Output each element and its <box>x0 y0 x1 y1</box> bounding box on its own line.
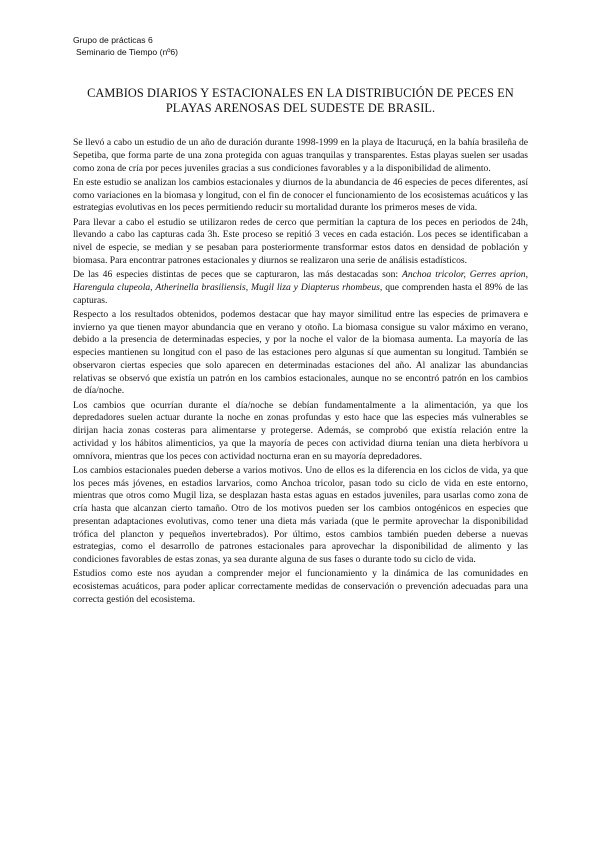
header-seminar: Seminario de Tiempo (nº6) <box>76 47 179 57</box>
paragraph-day-night: Los cambios que ocurrían durante el día/noche se debían fundamentalmente a la alimentación, ya que los depredadores suelen actuar durante la noche en zonas profundas y esto hace que las especies más vulnerables se dirijan hacia zonas costeras para alimentarse y protegerse. Además, se comprobó que existía relación entre la actividad y los hábitos alimenticios, ya que la mayoría de peces con actividad diurna tenían una dieta herbívora u omnívora, mientras que los peces con actividad nocturna eran en su mayoría depredadores. <box>73 399 528 462</box>
document-header <box>73 34 528 58</box>
document-title <box>73 86 528 115</box>
title-line-2: PLAYAS ARENOSAS DEL SUDESTE DE BRASIL. <box>165 100 436 115</box>
document-body <box>73 137 528 607</box>
species-intro: De las 46 especies distintas de peces que se capturaron, las más destacadas son: <box>73 269 402 280</box>
species-outro: , que comprenden hasta el 89% de las capturas. <box>73 281 529 306</box>
paragraph-conclusion: Estudios como este nos ayudan a comprender mejor el funcionamiento y la dinámica de las comunidades en ecosistemas acuáticos, para poder aplicar correctamente medidas de conservación o prevención adecuadas para una correcta gestión del ecosistema. <box>73 568 528 605</box>
title-line-1: CAMBIOS DIARIOS Y ESTACIONALES EN LA DISTRIBUCIÓN DE PECES EN <box>87 86 514 100</box>
paragraph-methods: Para llevar a cabo el estudio se utilizaron redes de cerco que permitían la captura de los peces en periodos de 24h, llevando a cabo las capturas cada 3h. Este proceso se repitió 3 veces en cada estación. Los peces se identificaban a nivel de especie, se median y se pesaban para posteriormente transformar estos datos en densidad de población y biomasa. Para encontrar patrones estacionales y diurnos se realizaron una serie de análisis estadísticos. <box>73 216 528 266</box>
species-list: Anchoa tricolor, Gerres aprion, Harengula clupeola, Atherinella brasiliensis, Mugil liza y Diapterus rhombeus <box>73 269 528 293</box>
paragraph-seasonal: Los cambios estacionales pueden deberse a varios motivos. Uno de ellos es la diferencia en los ciclos de vida, ya que los peces más jóvenes, en estadios larvarios, como Anchoa tricolor, pasan todo su ciclo de vida en este entorno, mientras que otros como Mugil liza, se desplazan hasta estas aguas en estados juveniles, para usarlas como zona de cría hasta que alcanzan cierto tamaño. Otro de los motivos pueden ser los cambios ontogénicos en especies que presentan adaptaciones evolutivas, como tener una dieta más variada (que le permite aprovechar la disponibilidad trófica del plancton y pequeños invertebrados). Por último, estos cambios también pueden deberse a nuevas estrategias, como el desarrollo de patrones estacionales para aprovechar la disponibilidad de alimento y las condiciones favorables de estas zonas, ya sea durante alguna de sus fases o durante todo su ciclo de vida. <box>73 464 528 565</box>
paragraph-study-location: Se llevó a cabo un estudio de un año de duración durante 1998-1999 en la playa de Itacuruçá, en la bahía brasileña de Sepetiba, que forma parte de una zona protegida con aguas tranquilas y transparentes. Estas playas suelen ser usadas como zona de cría por peces juveniles gracias a sus condiciones favorables y a la disponibilidad de alimento. <box>73 137 528 174</box>
paragraph-study-aim: En este estudio se analizan los cambios estacionales y diurnos de la abundancia de 46 especies de peces diferentes, así como variaciones en la biomasa y longitud, con el fin de conocer el funcionamiento de los ecosistemas acuáticos y las estrategias evolutivas en los peces permitiendo reducir su mortalidad durante los primeros meses de vida. <box>73 176 528 214</box>
paragraph-results: Respecto a los resultados obtenidos, podemos destacar que hay mayor similitud entre las especies de primavera e invierno ya que tienen mayor abundancia que en verano y otoño. La biomasa consigue su valor máximo en verano, debido a la presencia de determinadas especies, y por la noche el valor de la biomasa aumenta. La mayoría de las especies mantienen su longitud con el paso de las estaciones pero algunas sí que aumentan su longitud. También se observaron ciertas especies que solo aparecen en determinadas estaciones del año. Al analizar las abundancias relativas se observó que existía un patrón en los cambios estacionales, aunque no se encontró patrón en los cambios de día/noche. <box>73 308 528 397</box>
header-group: Grupo de prácticas 6 <box>73 35 153 45</box>
paragraph-species <box>73 269 528 307</box>
